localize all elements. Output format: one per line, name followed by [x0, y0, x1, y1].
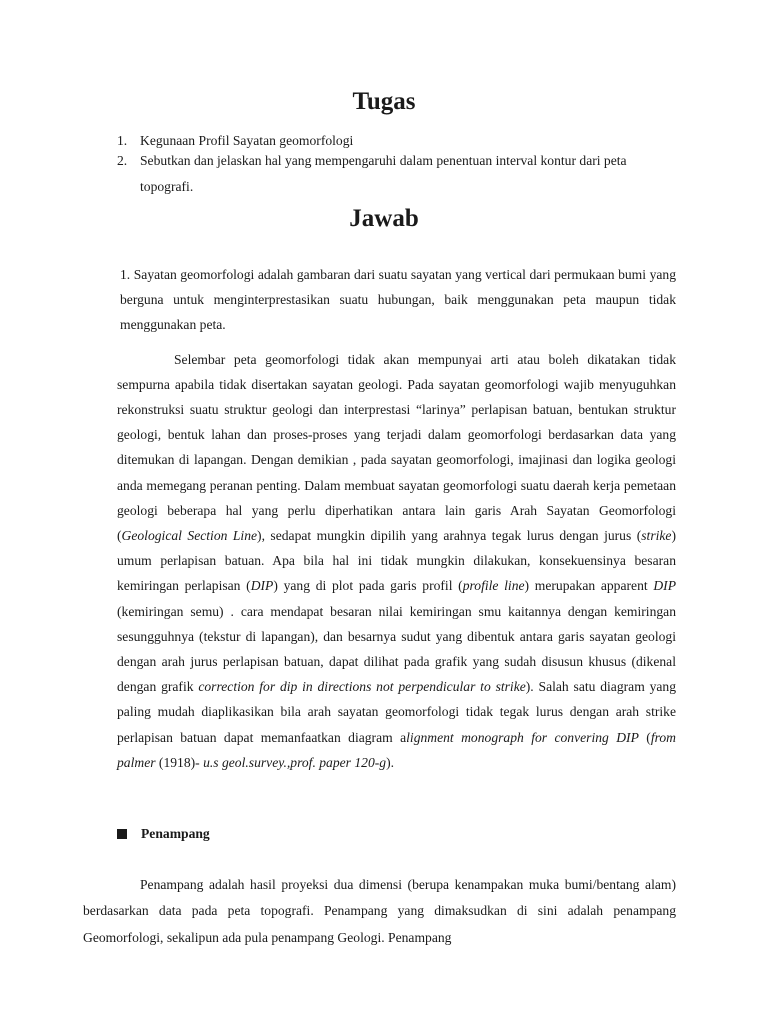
section-heading: [117, 826, 210, 842]
italic-term: DIP: [653, 578, 676, 594]
italic-term: from palmer: [117, 729, 677, 770]
page-title: Tugas: [352, 88, 416, 115]
text-run: (1918)-: [155, 754, 204, 770]
italic-term: correction for dip in directions not perpendicular to strike: [198, 679, 526, 695]
text-run: ) yang di plot pada garis profil (: [273, 578, 463, 594]
text-run: ) umum perlapisan batuan. Apa bila hal ini tidak mungkin dilakukan, konsekuensinya besaran kemiringan perlapisan (: [117, 528, 676, 594]
text-run: (: [638, 729, 651, 745]
italic-term: profile line: [462, 578, 525, 594]
answer-paragraph-1: 1. Sayatan geomorfologi adalah gambaran dari suatu sayatan yang vertical dari permukaan bumi yang berguna untuk menginterprestasikan suatu hubungan, baik menggunakan peta maupun tidak menggunakan peta.: [120, 266, 676, 332]
text-run: ).: [386, 754, 395, 770]
list-item: [117, 151, 677, 200]
task-list: [117, 131, 677, 200]
text-run: ), sedapat mungkin dipilih yang arahnya tegak lurus dengan jurus (: [257, 528, 642, 544]
text-run: (kemiringan semu) . cara mendapat besaran nilai kemiringan smu kaitannya dengan kemiringan sesungguhnya (tekstur di lapangan), dan besarnya sudut yang dibentuk antara garis sayatan geologi dengan arah jurus perlapisan batuan, dapat dilihat pada grafik yang sudah disusun khusus (dikenal dengan grafik: [117, 603, 676, 695]
section-heading-text: Penampang: [141, 826, 210, 841]
list-number: 2.: [117, 153, 128, 168]
square-bullet-icon: [117, 829, 127, 839]
text-run: ). Salah satu diagram yang paling mudah diaplikasikan bila arah sayatan geomorfologi tidak tegak lurus dengan arah strike perlapisan batuan dapat memanfaatkan diagram a: [117, 679, 677, 745]
answer-paragraph-2: [117, 347, 676, 775]
italic-term: strike: [641, 528, 672, 544]
italic-term: lignment monograph for convering DIP: [406, 729, 639, 745]
italic-term: DIP: [250, 578, 274, 594]
italic-term: Geological Section Line: [121, 528, 258, 544]
text-run: Selembar peta geomorfologi tidak akan mempunyai arti atau boleh dikatakan tidak sempurna apabila tidak disertakan sayatan geologi. Pada sayatan geomorfologi wajib menyuguhkan rekonstruksi suatu struktur geologi dan interprestasi “larinya” perlapisan batuan, bentukan struktur geologi, bentuk lahan dan proses-proses yang terjadi dalam geomorfologi berdasarkan data yang ditemukan di lapangan. Dengan demikian , pada sayatan geomorfologi, imajinasi dan logika geologi anda memegang peranan penting. Dalam membuat sayatan geomorfologi suatu daerah kerja pemetaan geologi beberapa hal yang perlu diperhatikan antara lain garis Arah Sayatan Geomorfologi (: [117, 351, 676, 544]
italic-term: u.s geol.survey.,prof. paper 120-g: [203, 754, 387, 770]
list-text: Kegunaan Profil Sayatan geomorfologi: [140, 133, 354, 148]
answer-title: Jawab: [349, 205, 419, 232]
list-text: Sebutkan dan jelaskan hal yang mempengaruhi dalam penentuan interval kontur dari peta topografi.: [140, 153, 627, 194]
text-run: ) merupakan apparent: [524, 578, 654, 594]
section-paragraph: Penampang adalah hasil proyeksi dua dimensi (berupa kenampakan muka bumi/bentang alam) berdasarkan data pada peta topografi. Penampang yang dimaksudkan di sini adalah penampang Geomorfologi, sekalipun ada pula penampang Geologi. Penampang: [83, 876, 676, 945]
list-number: 1.: [117, 133, 128, 148]
